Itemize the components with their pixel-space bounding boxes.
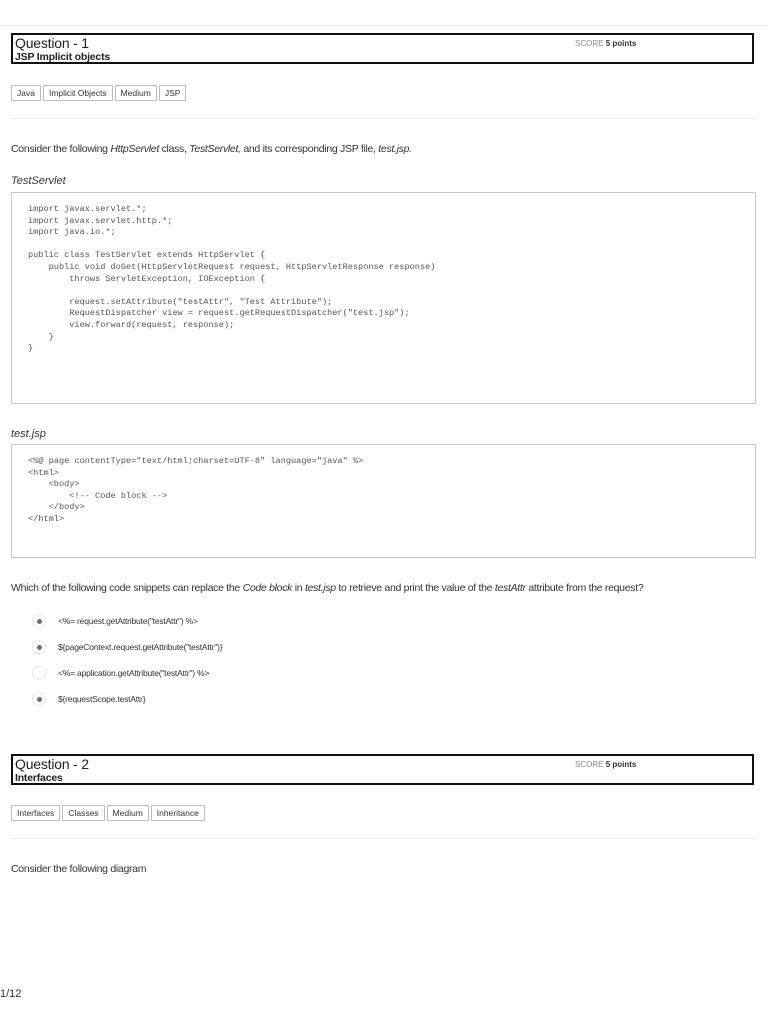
score-value: 5 points [605, 760, 637, 769]
question-2-tags [11, 805, 205, 821]
question-score [575, 39, 636, 48]
tag-inheritance: Inheritance [151, 805, 205, 821]
code-heading-testservlet: TestServlet [11, 175, 66, 187]
score-label: SCORE [575, 760, 604, 769]
answer-option-label: <%= request.getAttribute("testAttr") %> [58, 616, 198, 626]
question-2-intro: Consider the following diagram [11, 863, 147, 875]
answer-option-1[interactable] [32, 612, 198, 630]
code-block-test-jsp: <%@ page contentType="text/html;charset=UTF-8" language="java" %> <html> <body> <!-- Code block --> </body> </html> [11, 444, 756, 558]
radio-unselected-icon[interactable] [32, 666, 46, 680]
tag-medium: Medium [107, 805, 149, 821]
question-title: Question - 2 [15, 756, 89, 772]
tag-jsp: JSP [159, 85, 187, 101]
question-topic: Interfaces [15, 772, 63, 784]
tag-medium: Medium [115, 85, 157, 101]
radio-selected-icon[interactable] [32, 640, 46, 654]
answer-option-2[interactable] [32, 638, 222, 656]
code-heading-test-jsp: test.jsp [11, 428, 46, 440]
score-label: SCORE [575, 39, 604, 48]
answer-option-label: ${pageContext.request.getAttribute("testAttr")} [58, 642, 223, 652]
answer-option-4[interactable] [32, 690, 145, 708]
answer-option-label: <%= application.getAttribute("testAttr") %> [58, 668, 210, 678]
question-score [575, 760, 636, 769]
page-number: 1/12 [0, 988, 22, 1000]
question-topic: JSP Implicit objects [15, 51, 111, 63]
answer-option-3[interactable] [32, 664, 209, 682]
tag-interfaces: Interfaces [11, 805, 60, 821]
radio-selected-icon[interactable] [32, 614, 46, 628]
question-1-intro: Consider the following HttpServlet class, TestServlet, and its corresponding JSP file, test.jsp. [11, 143, 412, 155]
question-title: Question - 1 [15, 35, 89, 51]
score-value: 5 points [605, 39, 637, 48]
answer-option-label: ${requestScope.testAttr} [58, 694, 146, 704]
tag-implicit-objects: Implicit Objects [43, 85, 113, 101]
section-divider [11, 118, 756, 119]
code-block-testservlet: import javax.servlet.*; import javax.servlet.http.*; import java.io.*; public class TestServlet extends HttpServlet { public void doGet(HttpServletRequest request, HttpServletResponse response) throws ServletException, IOException { request.setAttribute("testAttr", "Test Attribute"); RequestDispatcher view = request.getRequestDispatcher("test.jsp"); view.forward(request, response); } } [11, 192, 756, 404]
tag-java: Java [11, 85, 41, 101]
question-1-tags [11, 85, 186, 101]
question-2-header [11, 754, 754, 785]
tag-classes: Classes [62, 805, 104, 821]
question-1-prompt: Which of the following code snippets can replace the Code block in test.jsp to retrieve and print the value of the testAttr attribute from the request? [11, 582, 644, 594]
question-1-header [11, 33, 754, 64]
radio-selected-icon[interactable] [32, 692, 46, 706]
top-divider [0, 25, 768, 26]
section-divider [11, 838, 756, 839]
